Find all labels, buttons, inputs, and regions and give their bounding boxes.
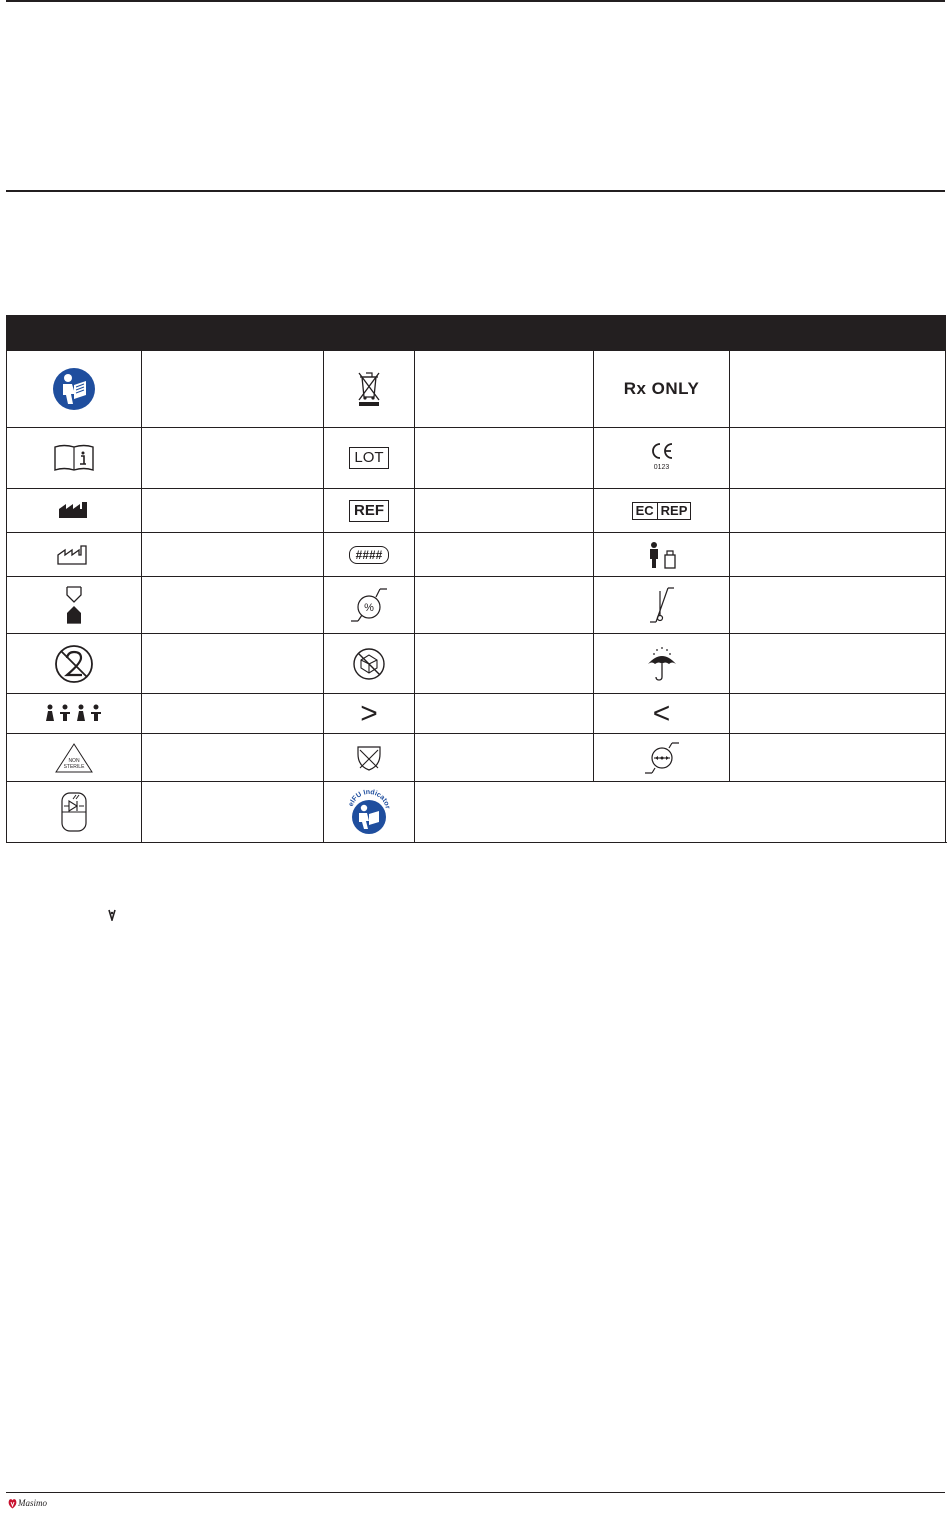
- description-cell: [415, 428, 594, 489]
- symbol-cell: [324, 694, 415, 734]
- symbols-table: [6, 315, 946, 843]
- non-sterile-icon: [54, 742, 94, 774]
- description-cell: [730, 533, 946, 577]
- use-by-icon: [65, 585, 83, 625]
- do-not-reuse-icon: [54, 644, 94, 684]
- rep-text: REP: [660, 502, 688, 518]
- description-cell: [142, 734, 324, 782]
- description-cell: [415, 634, 594, 694]
- symbol-cell: [324, 489, 415, 533]
- eifu-indicator-icon: [346, 787, 392, 837]
- ce-notified-body-number: 0123: [653, 464, 670, 471]
- header-cell-symbol: [594, 316, 730, 351]
- quantity-icon: [43, 704, 105, 722]
- serial-number-text: ####: [349, 546, 390, 564]
- top-rule: [6, 0, 945, 2]
- description-cell: [142, 782, 324, 843]
- rx-only-text: Rx ONLY: [623, 379, 700, 398]
- header-cell-description: [415, 316, 594, 351]
- description-cell: [730, 694, 946, 734]
- footnote-mark-icon: [108, 909, 116, 921]
- header-cell-description: [730, 316, 946, 351]
- consult-instructions-icon: [53, 444, 95, 472]
- symbol-cell: [594, 533, 730, 577]
- do-not-use-damaged-icon: [352, 647, 386, 681]
- non-sterile-bottom-text: STERILE: [63, 763, 85, 770]
- description-cell: [730, 489, 946, 533]
- description-cell: [142, 428, 324, 489]
- table-row: [7, 489, 946, 533]
- description-cell: [142, 489, 324, 533]
- table-row: [7, 782, 946, 843]
- ec-text: EC: [633, 503, 658, 519]
- symbol-cell: [7, 694, 142, 734]
- description-cell: [142, 533, 324, 577]
- header-cell-description: [142, 316, 324, 351]
- led-icon: [59, 790, 89, 834]
- symbol-cell: [594, 489, 730, 533]
- symbol-cell: [324, 533, 415, 577]
- symbol-cell: [7, 577, 142, 634]
- description-cell: [415, 533, 594, 577]
- table-row: [7, 734, 946, 782]
- description-cell-wide: [415, 782, 946, 843]
- humidity-limit-icon: [349, 587, 389, 623]
- symbol-cell: [324, 734, 415, 782]
- description-cell: [415, 734, 594, 782]
- description-cell: [142, 634, 324, 694]
- symbol-cell: [594, 694, 730, 734]
- symbol-cell: [324, 782, 415, 843]
- lot-text: LOT: [349, 447, 388, 469]
- masimo-logo-icon: [8, 1498, 17, 1509]
- greater-than-symbol: >: [360, 696, 378, 730]
- less-than-symbol: <: [652, 696, 671, 730]
- table-row: [7, 634, 946, 694]
- ce-mark-icon: [649, 442, 675, 471]
- masimo-logo: [8, 1496, 47, 1510]
- svg-text:%: %: [364, 602, 374, 614]
- footer-rule: [6, 1492, 945, 1493]
- atmospheric-pressure-icon: [642, 741, 682, 775]
- table-row: [7, 351, 946, 428]
- symbol-cell: [594, 734, 730, 782]
- symbol-cell: [7, 351, 142, 428]
- description-cell: [142, 351, 324, 428]
- header-cell-symbol: [324, 316, 415, 351]
- header-cell-symbol: [7, 316, 142, 351]
- symbol-cell: [594, 577, 730, 634]
- symbol-cell: [324, 634, 415, 694]
- table-header-row: [7, 316, 946, 351]
- non-sterile-top-text: NON: [68, 757, 80, 764]
- symbol-cell: [7, 782, 142, 843]
- table-row: [7, 533, 946, 577]
- description-cell: [730, 428, 946, 489]
- section-rule: [6, 190, 945, 192]
- weee-icon: [356, 369, 382, 409]
- table-row: [7, 694, 946, 734]
- description-cell: [142, 694, 324, 734]
- ref-text: REF: [349, 500, 389, 522]
- description-cell: [730, 634, 946, 694]
- eifu-label-text: eIFU Indicator: [347, 788, 391, 810]
- table-row: [7, 428, 946, 489]
- description-cell: [415, 577, 594, 634]
- symbol-cell: [594, 428, 730, 489]
- description-cell: [730, 351, 946, 428]
- keep-dry-icon: [645, 646, 679, 682]
- temperature-limit-icon: [646, 585, 678, 625]
- table-row: [7, 577, 946, 634]
- symbol-cell: [7, 634, 142, 694]
- ec-rep-text: [632, 502, 692, 520]
- manufacturer-icon: [58, 501, 90, 519]
- not-latex-icon: [356, 744, 382, 772]
- description-cell: [730, 734, 946, 782]
- symbol-cell: [594, 351, 730, 428]
- symbol-cell: [7, 489, 142, 533]
- symbol-cell: [324, 428, 415, 489]
- symbol-cell: [594, 634, 730, 694]
- ce-mark-glyph: [649, 442, 675, 460]
- symbol-cell: [324, 351, 415, 428]
- description-cell: [730, 577, 946, 634]
- description-cell: [142, 577, 324, 634]
- symbol-cell: [7, 734, 142, 782]
- follow-instructions-icon: [52, 367, 96, 411]
- patient-weight-icon: [646, 541, 678, 569]
- description-cell: [415, 351, 594, 428]
- description-cell: [415, 694, 594, 734]
- symbol-cell: [324, 577, 415, 634]
- description-cell: [415, 489, 594, 533]
- symbol-cell: [7, 428, 142, 489]
- date-of-manufacture-icon: [57, 544, 91, 566]
- symbol-cell: [7, 533, 142, 577]
- masimo-logo-text: Masimo: [18, 1498, 47, 1508]
